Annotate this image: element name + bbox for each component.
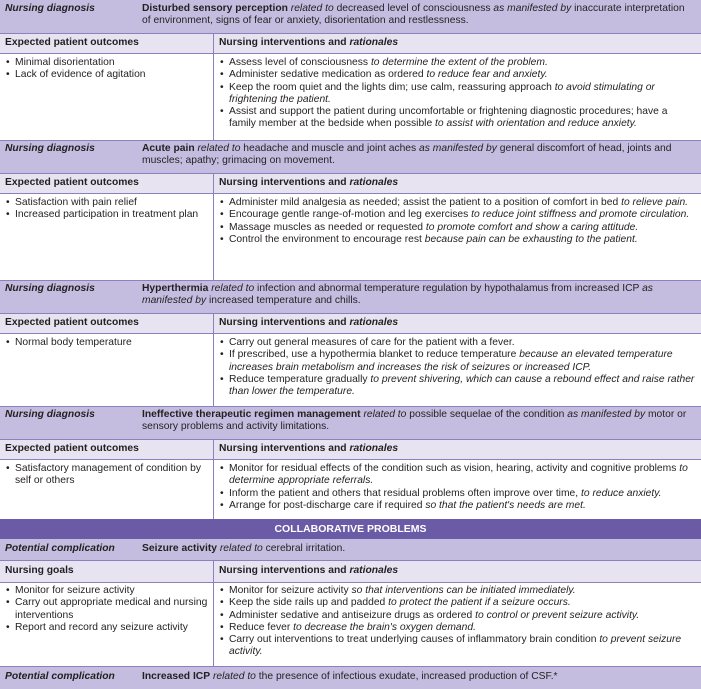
list-item: • Satisfactory management of condition by self or others <box>5 463 210 488</box>
interventions-header: Nursing interventions and rationales <box>219 37 399 48</box>
diagnosis-label: Nursing diagnosis <box>5 409 95 420</box>
body-row-2 <box>0 193 701 280</box>
list-item: • Control the environment to encourage rest because pain can be exhausting to the patient. <box>219 234 695 246</box>
outcomes-list <box>5 463 210 488</box>
list-item: • Keep the side rails up and padded to protect the patient if a seizure occurs. <box>219 597 695 609</box>
list-item: • Normal body temperature <box>5 337 210 349</box>
complication-label: Potential complication <box>5 671 115 682</box>
interventions-header: Nursing interventions and rationales <box>219 443 399 454</box>
complication-label: Potential complication <box>5 543 115 554</box>
list-item: • Reduce fever to decrease the brain's oxygen demand. <box>219 622 695 634</box>
row-divider <box>0 582 701 583</box>
diagnosis-row-4 <box>0 406 701 439</box>
row-divider <box>0 140 701 141</box>
list-item: • Minimal disorientation <box>5 57 210 69</box>
list-item: • Inform the patient and others that residual problems often improve over time, to reduce anxiety. <box>219 488 695 500</box>
column-divider <box>213 33 214 140</box>
complication-row-1 <box>0 539 701 560</box>
list-item: • Reduce temperature gradually to prevent shivering, which can cause a rebound effect and raise rather than lower the temperature. <box>219 374 695 399</box>
row-divider <box>0 406 701 407</box>
collaborative-problems-banner: COLLABORATIVE PROBLEMS <box>0 519 701 539</box>
interventions-list <box>219 337 695 398</box>
column-divider <box>213 173 214 280</box>
list-item: • Carry out general measures of care for the patient with a fever. <box>219 337 695 349</box>
list-item: • If prescribed, use a hypothermia blanket to reduce temperature because an elevated temperature increases brain metabolism and increases the risk of seizures or increased ICP. <box>219 349 695 374</box>
diagnosis-row-3 <box>0 280 701 313</box>
interventions-list <box>219 57 695 131</box>
list-item: • Report and record any seizure activity <box>5 622 210 634</box>
body-row-5 <box>0 582 701 666</box>
header-row-1 <box>0 33 701 53</box>
list-item: • Monitor for seizure activity so that interventions can be initiated immediately. <box>219 585 695 597</box>
row-divider <box>0 313 701 314</box>
diagnosis-row-2 <box>0 140 701 173</box>
diagnosis-label: Nursing diagnosis <box>5 3 95 14</box>
column-divider <box>213 560 214 666</box>
body-row-4 <box>0 459 701 519</box>
list-item: • Monitor for seizure activity <box>5 585 210 597</box>
list-item: • Carry out appropriate medical and nursing interventions <box>5 597 210 622</box>
header-row-5 <box>0 560 701 582</box>
outcomes-list <box>5 337 210 349</box>
diagnosis-text: Acute pain related to headache and muscle and joint aches as manifested by general discomfort of head, joints and muscles; apathy; grimacing on movement. <box>142 143 672 167</box>
row-divider <box>0 173 701 174</box>
body-row-3 <box>0 333 701 406</box>
list-item: • Assess level of consciousness to determine the extent of the problem. <box>219 57 695 69</box>
outcomes-header: Expected patient outcomes <box>5 37 139 48</box>
list-item: • Monitor for residual effects of the condition such as vision, hearing, activity and cognitive problems to determine appropriate referrals. <box>219 463 695 488</box>
row-divider <box>0 53 701 54</box>
list-item: • Massage muscles as needed or requested to promote comfort and show a caring attitude. <box>219 222 695 234</box>
complication-row-2 <box>0 666 701 689</box>
outcomes-header: Expected patient outcomes <box>5 317 139 328</box>
list-item: • Lack of evidence of agitation <box>5 69 210 81</box>
complication-text: Increased ICP related to the presence of infectious exudate, increased production of CSF.* <box>142 671 558 682</box>
header-row-2 <box>0 173 701 193</box>
outcomes-header: Expected patient outcomes <box>5 443 139 454</box>
row-divider <box>0 333 701 334</box>
column-divider <box>213 313 214 406</box>
list-item: • Administer sedative and antiseizure drugs as ordered to control or prevent seizure activity. <box>219 610 695 622</box>
outcomes-list <box>5 57 210 82</box>
diagnosis-text: Hyperthermia related to infection and abnormal temperature regulation by hypothalamus from increased ICP as manifested by increased temperature and chills. <box>142 283 653 307</box>
interventions-header: Nursing interventions and rationales <box>219 317 399 328</box>
interventions-header: Nursing interventions and rationales <box>219 177 399 188</box>
list-item: • Assist and support the patient during uncomfortable or frightening diagnostic procedures; have a family member at the bedside when possible to assist with orientation and reduce anxiety. <box>219 106 695 131</box>
diagnosis-label: Nursing diagnosis <box>5 283 95 294</box>
column-divider <box>213 439 214 519</box>
list-item: • Carry out interventions to treat underlying causes of inflammatory brain condition to prevent seizure activity. <box>219 634 695 659</box>
list-item: • Arrange for post-discharge care if required so that the patient's needs are met. <box>219 500 695 512</box>
diagnosis-row-1 <box>0 0 701 33</box>
row-divider <box>0 439 701 440</box>
row-divider <box>0 280 701 281</box>
interventions-list <box>219 197 695 246</box>
row-divider <box>0 459 701 460</box>
goals-header: Nursing goals <box>5 565 74 576</box>
interventions-header: Nursing interventions and rationales <box>219 565 399 576</box>
diagnosis-text: Ineffective therapeutic regimen management related to possible sequelae of the condition as manifested by motor or sensory problems and activity limitations. <box>142 409 687 433</box>
row-divider <box>0 193 701 194</box>
list-item: • Satisfaction with pain relief <box>5 197 210 209</box>
complication-text: Seizure activity related to cerebral irritation. <box>142 543 346 554</box>
header-row-4 <box>0 439 701 459</box>
row-divider <box>0 560 701 561</box>
body-row-1 <box>0 53 701 140</box>
list-item: • Administer mild analgesia as needed; assist the patient to a position of comfort in bed to relieve pain. <box>219 197 695 209</box>
diagnosis-label: Nursing diagnosis <box>5 143 95 154</box>
row-divider <box>0 666 701 667</box>
list-item: • Keep the room quiet and the lights dim; use calm, reassuring approach to avoid stimulating or frightening the patient. <box>219 82 695 107</box>
row-divider <box>0 33 701 34</box>
interventions-list <box>219 463 695 512</box>
list-item: • Encourage gentle range-of-motion and leg exercises to reduce joint stiffness and promote circulation. <box>219 209 695 221</box>
list-item: • Administer sedative medication as ordered to reduce fear and anxiety. <box>219 69 695 81</box>
list-item: • Increased participation in treatment plan <box>5 209 210 221</box>
outcomes-header: Expected patient outcomes <box>5 177 139 188</box>
header-row-3 <box>0 313 701 333</box>
diagnosis-text: Disturbed sensory perception related to decreased level of consciousness as manifested by inaccurate interpretation of environment, signs of fear or anxiety, disorientation and restlessness. <box>142 3 685 27</box>
outcomes-list <box>5 197 210 222</box>
interventions-list <box>219 585 695 659</box>
goals-list <box>5 585 210 634</box>
